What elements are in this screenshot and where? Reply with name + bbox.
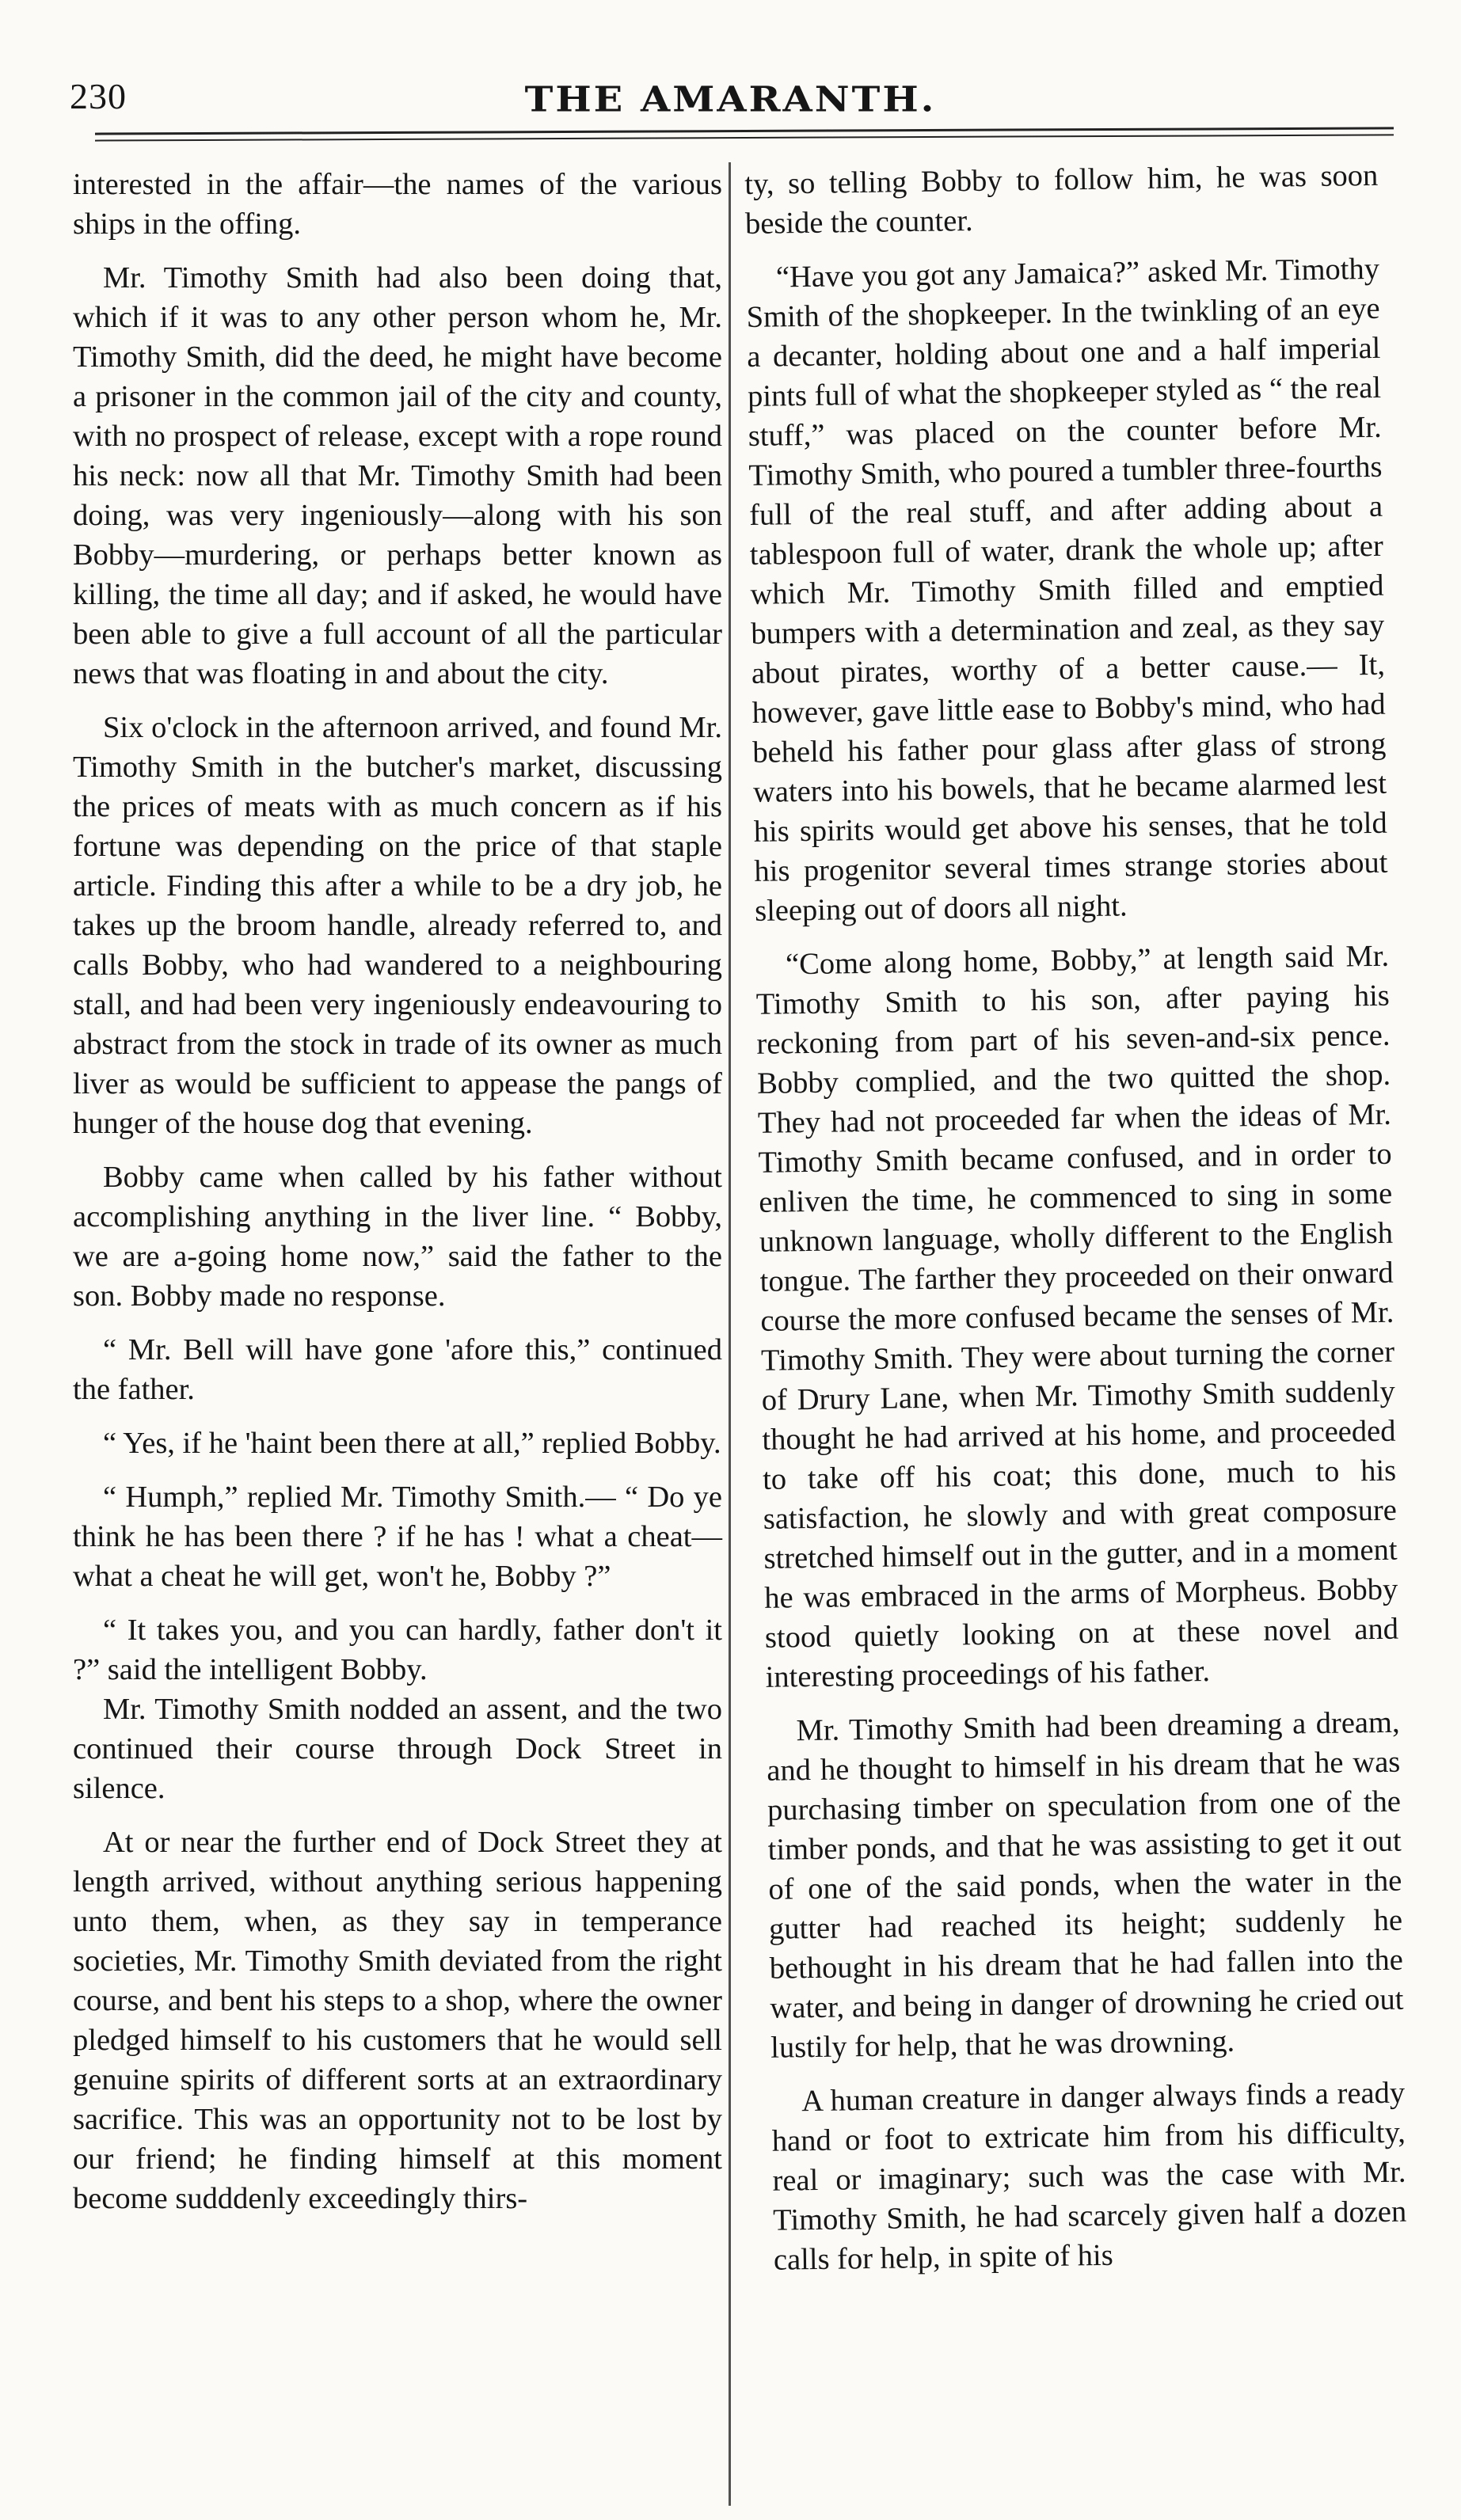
header-rule-thick xyxy=(95,127,1394,135)
paragraph: Bobby came when called by his father without accomplishing anything in the liver line. “ Bobby, we are a-going home now,” said the father to the son. Bobby made no response. xyxy=(73,1161,722,1313)
paragraph: Mr. Timothy Smith nodded an assent, and the two continued their course through Dock Street in silence. xyxy=(73,1693,722,1805)
paragraph: “Have you got any Jamaica?” asked Mr. Timothy Smith of the shopkeeper. In the twinkling of an eye a decanter, holding about one and a half imperial pints full of what the shopkeeper styled as “ the real stuff,” was placed on the counter before Mr. Timothy Smith, who poured a tumbler three-fourths full of the real stuff, and after adding about a tablespoon full of water, drank the whole up; after which Mr. Timothy Smith filled and emptied bumpers with a determination and zeal, as they say about pirates, worthy of a better cause.— It, however, gave little ease to Bobby's mind, who had beheld his father pour glass after glass of strong waters into his bowels, that he became alarmed lest his spirits would get above his senses, that he told his progenitor several times strange stories about sleeping out of doors all night. xyxy=(746,252,1388,928)
page-number: 230 xyxy=(70,76,127,116)
paragraph: “ Yes, if he 'haint been there at all,” replied Bobby. xyxy=(103,1427,721,1460)
journal-title: THE AMARANTH. xyxy=(524,79,937,120)
paragraph: Mr. Timothy Smith had also been doing that, which if it was to any other person whom he, Mr. Timothy Smith, did the deed, he might have become a prisoner in the common jail of the city and county, with no prospect of release, except with a rope round his neck: now all that Mr. Timothy Smith had been doing, was very ingeniously—along with his son Bobby—murdering, or perhaps better known as killing, the time all day; and if asked, he would have been able to give a full account of all the particular news that was floating in and about the city. xyxy=(73,261,722,690)
paragraph: At or near the further end of Dock Street they at length arrived, without anything serious happening unto them, when, as they say in temperance societies, Mr. Timothy Smith deviated from the right course, and bent his steps to a shop, where the owner pledged himself to his customers that he would sell genuine spirits of different sorts at an extraordinary sacrifice. This was an opportunity not to be lost by our friend; he finding himself at this moment become sudddenly exceedingly thirs- xyxy=(73,1826,722,2215)
paragraph: A human creature in danger always finds a ready hand or foot to extricate him from his difficulty, real or imaginary; such was the case with Mr. Timothy Smith, he had scarcely given half a dozen calls for help, in spite of his xyxy=(771,2076,1407,2277)
paragraph: Six o'clock in the afternoon arrived, and found Mr. Timothy Smith in the butcher's market, discussing the prices of meats with as much concern as if his fortune was depending on the price of that staple article. Finding this after a while to be a dry job, he takes up the broom handle, already referred to, and calls Bobby, who had wandered to a neighbouring stall, and had been very ingeniously endeavouring to abstract from the stock in trade of its owner as much liver as would be sufficient to appease the pangs of hunger of the house dog that evening. xyxy=(73,711,722,1140)
paragraph: Mr. Timothy Smith had been dreaming a dream, and he thought to himself in his dream that he was purchasing timber on speculation from one of the timber ponds, and that he was assisting to get it out of one of the said ponds, when the water in the gutter had reached its height; suddenly he bethought in his dream that he had fallen into the water, and being in danger of drowning he cried out lustily for help, that he was drowning. xyxy=(767,1705,1404,2065)
paragraph: “Come along home, Bobby,” at length said Mr. Timothy Smith to his son, after paying his reckoning from part of his seven-and-six pence. Bobby complied, and the two quitted the shop. They had not proceeded far when the ideas of Mr. Timothy Smith became confused, and in order to enliven the time, he commenced to sing in some unknown language, wholly different to the English tongue. The farther they proceeded on their onward course the more confused became the senses of Mr. Timothy Smith. They were about turning the corner of Drury Lane, when Mr. Timothy Smith suddenly thought he had arrived at his home, and proceeded to take off his coat; this done, much to his satisfaction, he slowly and with great composure stretched himself out in the gutter, and in a moment he was embraced in the arms of Morpheus. Bobby stood quietly looking on at these novel and interesting proceedings of his father. xyxy=(755,939,1399,1694)
column-divider xyxy=(729,162,731,2506)
header-rule-thin xyxy=(95,134,1394,141)
left-column xyxy=(73,165,722,2218)
paragraph: “ Humph,” replied Mr. Timothy Smith.— “ Do ye think he has been there ? if he has ! what a cheat—what a cheat he will get, won't he, Bobby ?” xyxy=(73,1480,722,1593)
paragraph: ty, so telling Bobby to follow him, he was soon beside the counter. xyxy=(744,158,1379,241)
paragraph: “ Mr. Bell will have gone 'afore this,” continued the father. xyxy=(73,1333,722,1406)
paragraph: interested in the affair—the names of the various ships in the offing. xyxy=(73,168,722,241)
paragraph: “ It takes you, and you can hardly, father don't it ?” said the intelligent Bobby. xyxy=(73,1613,722,1686)
right-column xyxy=(744,156,1407,2280)
